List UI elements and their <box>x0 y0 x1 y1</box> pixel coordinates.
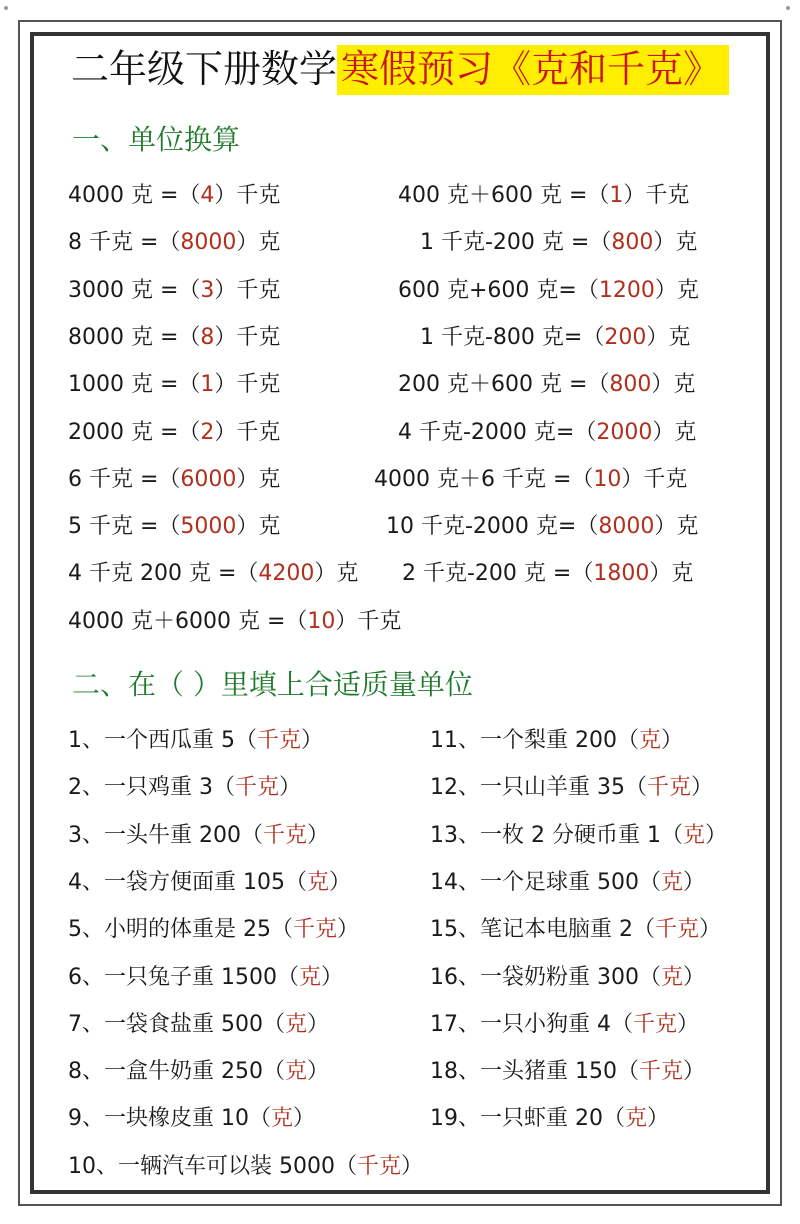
conversion-item <box>420 323 690 353</box>
question-text: 10 千克-2000 克=（ <box>386 514 599 539</box>
answer-text: 2000 <box>596 420 653 445</box>
answer-text: 克 <box>660 870 683 895</box>
question-suffix: ）克 <box>314 561 359 586</box>
question-suffix: ）千克 <box>621 467 688 492</box>
question-text: 7、一袋食盐重 500（ <box>68 1012 285 1037</box>
unit-item <box>68 963 343 993</box>
conversion-item <box>420 228 697 258</box>
unit-item <box>430 1057 705 1087</box>
answer-text: 千克 <box>257 728 302 753</box>
unit-item <box>68 821 329 851</box>
unit-item <box>430 868 705 898</box>
answer-text: 千克 <box>646 775 691 800</box>
question-text: 12、一只山羊重 35（ <box>430 775 647 800</box>
conversion-item <box>68 323 280 353</box>
question-text: 15、笔记本电脑重 2（ <box>430 917 655 942</box>
question-suffix: ） <box>691 775 714 800</box>
question-text: 10、一辆汽车可以装 5000（ <box>68 1154 357 1179</box>
conversion-item <box>402 559 693 589</box>
question-text: 4 千克-2000 克=（ <box>398 420 597 445</box>
conversion-item <box>68 181 280 211</box>
question-suffix: ） <box>683 965 706 990</box>
conversion-item <box>398 370 695 400</box>
question-suffix: ）克 <box>654 514 699 539</box>
conversion-item <box>398 418 696 448</box>
question-text: 5、小明的体重是 25（ <box>68 917 293 942</box>
answer-text: 千克 <box>638 1059 683 1084</box>
unit-item <box>68 1104 315 1134</box>
question-text: 6、一只兔子重 1500（ <box>68 965 299 990</box>
question-suffix: ）千克 <box>214 183 281 208</box>
unit-item <box>430 1104 669 1134</box>
answer-text: 8 <box>200 325 215 350</box>
question-suffix: ）克 <box>653 230 698 255</box>
unit-item <box>430 821 727 851</box>
question-text: 17、一只小狗重 4（ <box>430 1012 633 1037</box>
conversion-item <box>68 276 280 306</box>
question-suffix: ） <box>699 917 722 942</box>
question-suffix: ）克 <box>236 514 281 539</box>
answer-text: 10 <box>307 609 336 634</box>
corner-dot <box>4 6 8 10</box>
unit-item <box>68 1010 329 1040</box>
conversion-item <box>386 512 698 542</box>
question-text: 4、一袋方便面重 105（ <box>68 870 307 895</box>
question-suffix: ）克 <box>651 372 696 397</box>
question-text: 4000 克＋6000 克 =（ <box>68 609 308 634</box>
question-text: 1 千克-200 克 =（ <box>420 230 612 255</box>
title-highlight: 寒假预习《克和千克》 <box>337 45 729 95</box>
question-text: 2、一只鸡重 3（ <box>68 775 235 800</box>
answer-text: 克 <box>624 1106 647 1131</box>
question-suffix: ）千克 <box>623 183 690 208</box>
question-text: 3、一头牛重 200（ <box>68 823 263 848</box>
question-suffix: ） <box>293 1106 316 1131</box>
question-suffix: ） <box>683 1059 706 1084</box>
question-suffix: ） <box>321 965 344 990</box>
answer-text: 5000 <box>180 514 237 539</box>
question-suffix: ） <box>279 775 302 800</box>
question-suffix: ）克 <box>654 278 699 303</box>
question-suffix: ） <box>307 1012 330 1037</box>
question-text: 2000 克 =（ <box>68 420 201 445</box>
answer-text: 4 <box>200 183 215 208</box>
answer-text: 8000 <box>180 230 237 255</box>
unit-item <box>430 915 721 945</box>
answer-text: 克 <box>271 1106 294 1131</box>
conversion-item <box>68 465 280 495</box>
question-text: 8000 克 =（ <box>68 325 201 350</box>
question-text: 4000 克＋6 千克 =（ <box>374 467 594 492</box>
question-suffix: ）克 <box>236 467 281 492</box>
answer-text: 千克 <box>262 823 307 848</box>
conversion-item <box>68 370 280 400</box>
unit-item <box>430 773 713 803</box>
conversion-item <box>68 607 401 637</box>
question-suffix: ） <box>704 823 727 848</box>
question-suffix: ）千克 <box>214 325 281 350</box>
question-suffix: ） <box>683 870 706 895</box>
question-text: 600 克+600 克=（ <box>398 278 599 303</box>
question-text: 8 千克 =（ <box>68 230 181 255</box>
answer-text: 1 <box>609 183 624 208</box>
question-text: 16、一袋奶粉重 300（ <box>430 965 661 990</box>
question-suffix: ） <box>337 917 360 942</box>
question-text: 8、一盒牛奶重 250（ <box>68 1059 285 1084</box>
question-text: 9、一块橡皮重 10（ <box>68 1106 271 1131</box>
question-text: 4000 克 =（ <box>68 183 201 208</box>
answer-text: 1 <box>200 372 215 397</box>
answer-text: 800 <box>609 372 652 397</box>
question-text: 6 千克 =（ <box>68 467 181 492</box>
question-text: 2 千克-200 克 =（ <box>402 561 594 586</box>
answer-text: 千克 <box>235 775 280 800</box>
question-suffix: ）千克 <box>214 278 281 303</box>
question-text: 3000 克 =（ <box>68 278 201 303</box>
unit-item <box>68 773 301 803</box>
unit-item <box>68 915 359 945</box>
question-suffix: ）克 <box>236 230 281 255</box>
question-suffix: ） <box>307 823 330 848</box>
section2-heading: 二、在（ ）里填上合适质量单位 <box>72 668 473 701</box>
conversion-item <box>68 559 358 589</box>
question-suffix: ）千克 <box>214 372 281 397</box>
question-text: 13、一枚 2 分硬币重 1（ <box>430 823 683 848</box>
conversion-item <box>398 181 689 211</box>
conversion-item <box>398 276 699 306</box>
answer-text: 10 <box>593 467 622 492</box>
unit-item <box>430 726 683 756</box>
question-text: 1、一个西瓜重 5（ <box>68 728 257 753</box>
answer-text: 克 <box>298 965 321 990</box>
question-text: 11、一个梨重 200（ <box>430 728 639 753</box>
answer-text: 1200 <box>598 278 655 303</box>
question-suffix: ） <box>301 728 324 753</box>
question-suffix: ） <box>401 1154 424 1179</box>
answer-text: 1800 <box>593 561 650 586</box>
unit-item <box>430 963 705 993</box>
answer-text: 克 <box>306 870 329 895</box>
question-text: 1000 克 =（ <box>68 372 201 397</box>
question-suffix: ）克 <box>646 325 691 350</box>
unit-item <box>68 868 351 898</box>
question-text: 200 克＋600 克 =（ <box>398 372 610 397</box>
question-suffix: ） <box>307 1059 330 1084</box>
answer-text: 克 <box>638 728 661 753</box>
question-suffix: ） <box>677 1012 700 1037</box>
question-text: 400 克＋600 克 =（ <box>398 183 610 208</box>
question-text: 4 千克 200 克 =（ <box>68 561 259 586</box>
question-suffix: ）克 <box>649 561 694 586</box>
answer-text: 2 <box>200 420 215 445</box>
answer-text: 6000 <box>180 467 237 492</box>
answer-text: 克 <box>660 965 683 990</box>
conversion-item <box>374 465 687 495</box>
conversion-item <box>68 228 280 258</box>
answer-text: 千克 <box>655 917 700 942</box>
question-suffix: ） <box>661 728 684 753</box>
question-text: 19、一只虾重 20（ <box>430 1106 625 1131</box>
answer-text: 800 <box>611 230 654 255</box>
question-suffix: ） <box>647 1106 670 1131</box>
unit-item <box>68 1057 329 1087</box>
answer-text: 克 <box>284 1012 307 1037</box>
question-text: 18、一头猪重 150（ <box>430 1059 639 1084</box>
answer-text: 千克 <box>356 1154 401 1179</box>
page-title <box>0 40 800 98</box>
question-suffix: ）克 <box>652 420 697 445</box>
section1-heading: 一、单位换算 <box>72 123 241 156</box>
title-plain: 二年级下册数学 <box>70 47 337 91</box>
unit-item <box>68 726 323 756</box>
question-text: 1 千克-800 克=（ <box>420 325 605 350</box>
answer-text: 4200 <box>258 561 315 586</box>
question-text: 14、一个足球重 500（ <box>430 870 661 895</box>
question-text: 5 千克 =（ <box>68 514 181 539</box>
answer-text: 8000 <box>598 514 655 539</box>
answer-text: 千克 <box>293 917 338 942</box>
answer-text: 克 <box>284 1059 307 1084</box>
conversion-item <box>68 418 280 448</box>
answer-text: 200 <box>604 325 647 350</box>
answer-text: 千克 <box>633 1012 678 1037</box>
answer-text: 3 <box>200 278 215 303</box>
corner-dot <box>786 6 790 10</box>
conversion-item <box>68 512 280 542</box>
unit-item <box>430 1010 699 1040</box>
question-suffix: ）千克 <box>214 420 281 445</box>
question-suffix: ） <box>329 870 352 895</box>
answer-text: 克 <box>682 823 705 848</box>
unit-item <box>68 1152 423 1182</box>
question-suffix: ）千克 <box>335 609 402 634</box>
